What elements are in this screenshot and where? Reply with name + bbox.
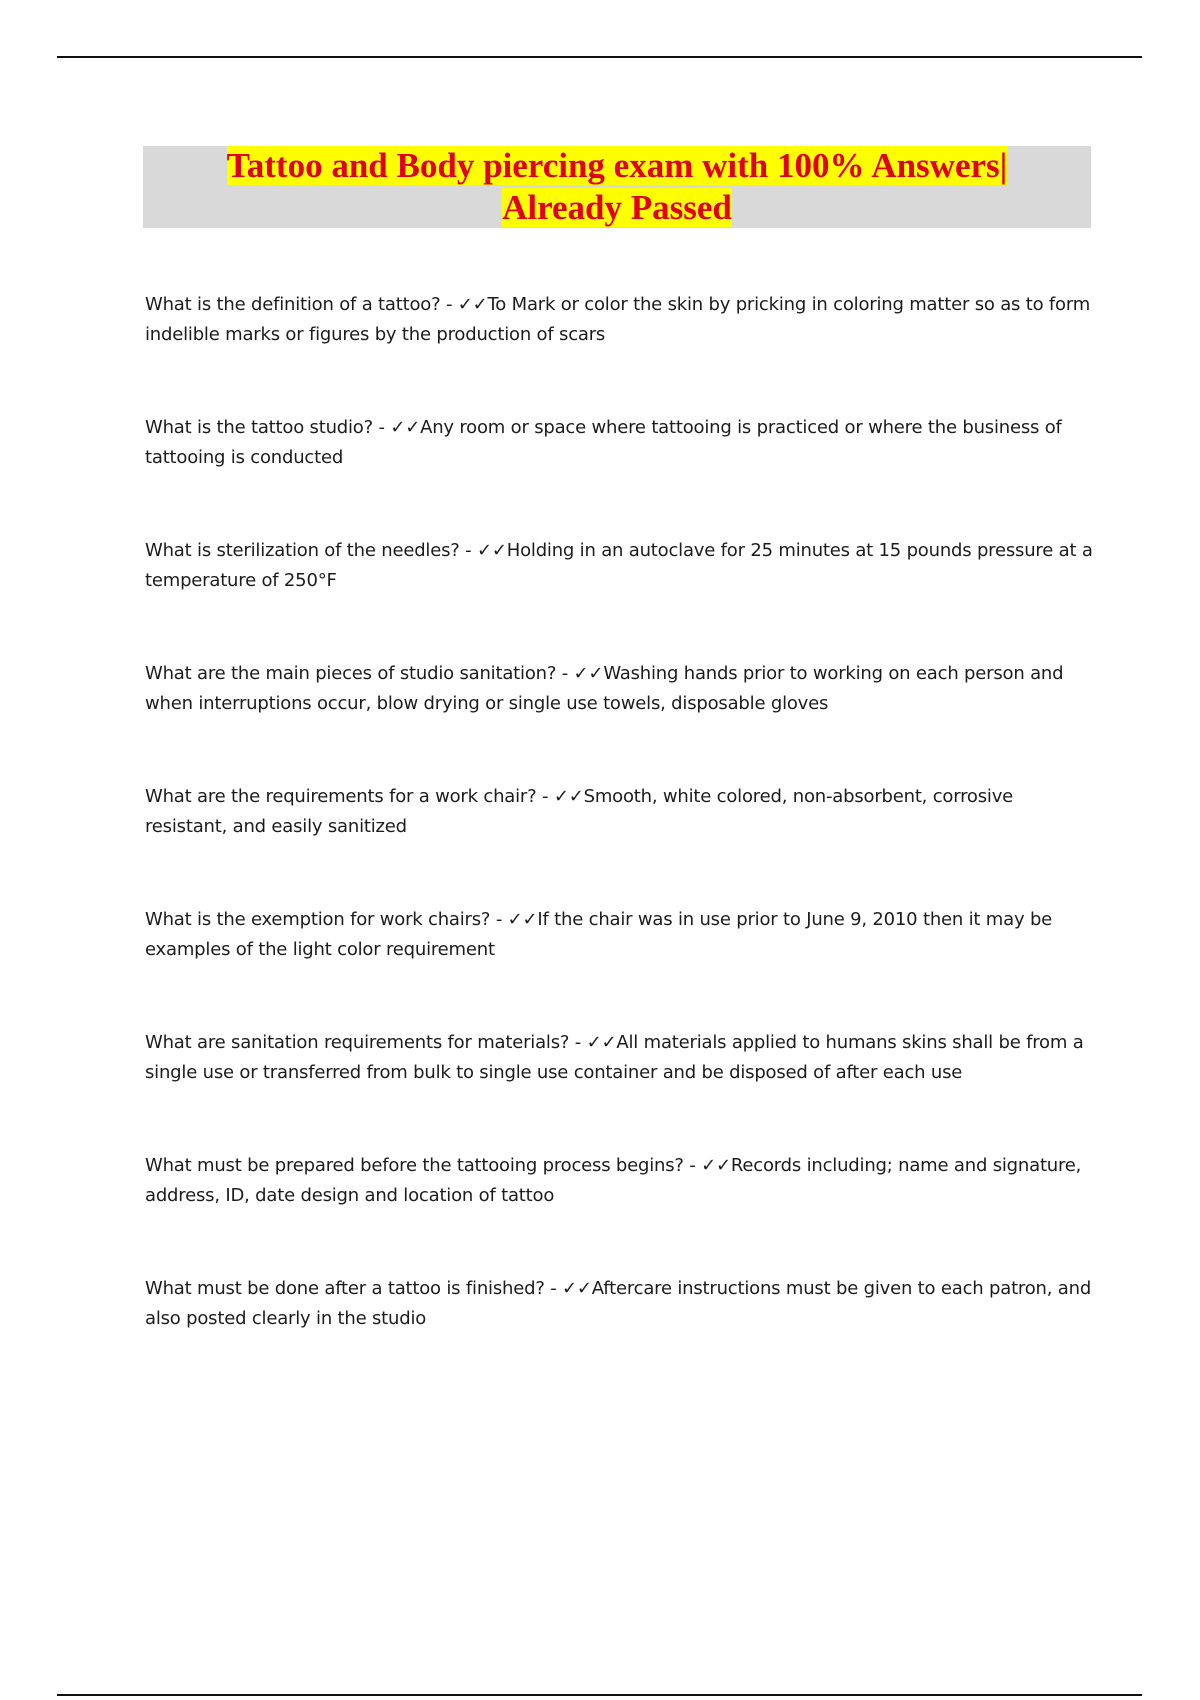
answer: All materials applied to humans skins shall be from a single use or transferred from bulk to single use container and be disposed of after each use	[145, 1032, 1084, 1083]
question: What must be done after a tattoo is finished?	[145, 1278, 545, 1299]
qa-item	[145, 659, 1095, 782]
answer: If the chair was in use prior to June 9, 2010 then it may be examples of the light color requirement	[145, 909, 1053, 960]
separator: -	[536, 786, 554, 807]
separator: -	[683, 1155, 702, 1176]
question: What is sterilization of the needles?	[145, 540, 460, 561]
separator: -	[490, 909, 508, 930]
question: What is the exemption for work chairs?	[145, 909, 491, 930]
answer: Washing hands prior to working on each person and when interruptions occur, blow drying or single use towels, disposable gloves	[145, 663, 1064, 714]
qa-item	[145, 290, 1095, 413]
check-mark-icon: ✓✓	[476, 540, 507, 561]
separator: -	[459, 540, 477, 561]
separator: -	[544, 1278, 563, 1299]
separator: -	[556, 663, 574, 684]
answer: Any room or space where tattooing is practiced or where the business of tattooing is conducted	[145, 417, 1062, 468]
check-mark-icon: ✓✓	[507, 909, 538, 930]
separator: -	[569, 1032, 587, 1053]
answer: Smooth, white colored, non-absorbent, corrosive resistant, and easily sanitized	[145, 786, 1014, 837]
question: What is the tattoo studio?	[145, 417, 373, 438]
separator: -	[372, 417, 391, 438]
bottom-rule	[57, 1694, 1142, 1696]
answer: Aftercare instructions must be given to each patron, and also posted clearly in the studio	[145, 1278, 1092, 1329]
qa-item	[145, 413, 1095, 536]
question: What are the main pieces of studio sanitation?	[145, 663, 557, 684]
qa-item	[145, 1028, 1095, 1151]
document-title	[227, 145, 1008, 229]
question: What is the definition of a tattoo?	[145, 294, 441, 315]
check-mark-icon: ✓✓	[701, 1155, 731, 1176]
qa-item	[145, 536, 1095, 659]
question: What must be prepared before the tattooing process begins?	[145, 1155, 684, 1176]
separator: -	[440, 294, 458, 315]
qa-item	[145, 782, 1095, 905]
qa-item	[145, 1151, 1095, 1274]
check-mark-icon: ✓✓	[573, 663, 604, 684]
answer: To Mark or color the skin by pricking in coloring matter so as to form indelible marks or figures by the production of scars	[145, 294, 1091, 345]
qa-list	[145, 290, 1095, 1397]
check-mark-icon: ✓✓	[390, 417, 421, 438]
answer: Holding in an autoclave for 25 minutes at 15 pounds pressure at a temperature of 250°F	[145, 540, 1093, 591]
qa-item	[145, 905, 1095, 1028]
question: What are the requirements for a work chair?	[145, 786, 537, 807]
check-mark-icon: ✓✓	[553, 786, 584, 807]
question: What are sanitation requirements for materials?	[145, 1032, 570, 1053]
answer: Records including; name and signature, address, ID, date design and location of tattoo	[145, 1155, 1082, 1206]
title-line-2: Already Passed	[502, 188, 732, 227]
top-rule	[57, 56, 1142, 58]
check-mark-icon: ✓✓	[562, 1278, 592, 1299]
check-mark-icon: ✓✓	[586, 1032, 617, 1053]
qa-item	[145, 1274, 1095, 1397]
title-banner	[143, 146, 1091, 228]
title-line-1: Tattoo and Body piercing exam with 100% Answers|	[226, 146, 1008, 185]
check-mark-icon: ✓✓	[457, 294, 488, 315]
